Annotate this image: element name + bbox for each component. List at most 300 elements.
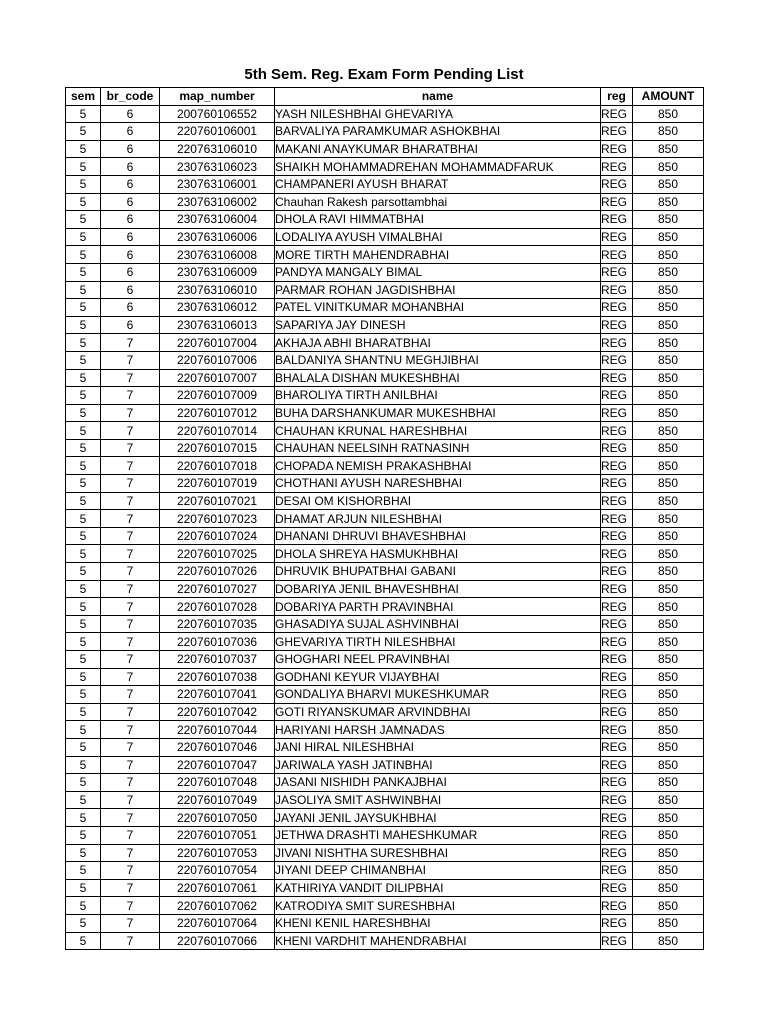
br-code-cell: 7 [101, 774, 160, 792]
map-number-cell: 220760107024 [160, 527, 275, 545]
table-row [66, 651, 704, 669]
br-code-cell: 7 [101, 703, 160, 721]
map-number-cell: 220760107064 [160, 914, 275, 932]
reg-cell: REG [601, 105, 633, 123]
sem-cell: 5 [66, 316, 101, 334]
map-number-cell: 230763106008 [160, 246, 275, 264]
name-cell: YASH NILESHBHAI GHEVARIYA [275, 105, 601, 123]
br-code-cell: 7 [101, 457, 160, 475]
br-code-cell: 6 [101, 263, 160, 281]
amount-cell: 850 [633, 246, 704, 264]
map-number-cell: 220760107014 [160, 422, 275, 440]
sem-cell: 5 [66, 404, 101, 422]
name-cell: MORE TIRTH MAHENDRABHAI [275, 246, 601, 264]
map-number-cell: 230763106006 [160, 228, 275, 246]
amount-cell: 850 [633, 598, 704, 616]
pending-list-table [65, 87, 704, 950]
reg-cell: REG [601, 246, 633, 264]
amount-cell: 850 [633, 686, 704, 704]
table-row [66, 756, 704, 774]
table-row [66, 510, 704, 528]
name-cell: LODALIYA AYUSH VIMALBHAI [275, 228, 601, 246]
reg-cell: REG [601, 193, 633, 211]
sem-cell: 5 [66, 545, 101, 563]
reg-cell: REG [601, 703, 633, 721]
name-cell: KATHIRIYA VANDIT DILIPBHAI [275, 879, 601, 897]
amount-cell: 850 [633, 545, 704, 563]
map-number-cell: 220760107037 [160, 651, 275, 669]
map-number-cell: 220760107036 [160, 633, 275, 651]
amount-cell: 850 [633, 492, 704, 510]
sem-cell: 5 [66, 228, 101, 246]
br-code-cell: 7 [101, 527, 160, 545]
sem-cell: 5 [66, 246, 101, 264]
sem-cell: 5 [66, 439, 101, 457]
table-row [66, 123, 704, 141]
amount-cell: 850 [633, 791, 704, 809]
reg-cell: REG [601, 492, 633, 510]
column-header-amount: AMOUNT [633, 88, 704, 106]
map-number-cell: 220760107006 [160, 351, 275, 369]
amount-cell: 850 [633, 439, 704, 457]
br-code-cell: 6 [101, 211, 160, 229]
sem-cell: 5 [66, 105, 101, 123]
map-number-cell: 220760107048 [160, 774, 275, 792]
amount-cell: 850 [633, 844, 704, 862]
br-code-cell: 7 [101, 334, 160, 352]
amount-cell: 850 [633, 703, 704, 721]
map-number-cell: 220760107028 [160, 598, 275, 616]
reg-cell: REG [601, 422, 633, 440]
amount-cell: 850 [633, 263, 704, 281]
table-row [66, 369, 704, 387]
map-number-cell: 220760107047 [160, 756, 275, 774]
table-row [66, 914, 704, 932]
map-number-cell: 230763106009 [160, 263, 275, 281]
name-cell: DHAMAT ARJUN NILESHBHAI [275, 510, 601, 528]
name-cell: KHENI VARDHIT MAHENDRABHAI [275, 932, 601, 950]
reg-cell: REG [601, 633, 633, 651]
br-code-cell: 7 [101, 369, 160, 387]
reg-cell: REG [601, 228, 633, 246]
reg-cell: REG [601, 545, 633, 563]
table-row [66, 422, 704, 440]
br-code-cell: 7 [101, 351, 160, 369]
name-cell: DOBARIYA JENIL BHAVESHBHAI [275, 580, 601, 598]
column-header-sem: sem [66, 88, 101, 106]
map-number-cell: 220760107012 [160, 404, 275, 422]
name-cell: BUHA DARSHANKUMAR MUKESHBHAI [275, 404, 601, 422]
reg-cell: REG [601, 756, 633, 774]
map-number-cell: 230763106004 [160, 211, 275, 229]
table-row [66, 246, 704, 264]
br-code-cell: 7 [101, 492, 160, 510]
table-row [66, 686, 704, 704]
reg-cell: REG [601, 879, 633, 897]
amount-cell: 850 [633, 756, 704, 774]
map-number-cell: 230763106002 [160, 193, 275, 211]
sem-cell: 5 [66, 703, 101, 721]
reg-cell: REG [601, 158, 633, 176]
table-row [66, 527, 704, 545]
br-code-cell: 7 [101, 668, 160, 686]
amount-cell: 850 [633, 879, 704, 897]
sem-cell: 5 [66, 457, 101, 475]
map-number-cell: 220760107042 [160, 703, 275, 721]
name-cell: JASOLIYA SMIT ASHWINBHAI [275, 791, 601, 809]
name-cell: HARIYANI HARSH JAMNADAS [275, 721, 601, 739]
name-cell: PANDYA MANGALY BIMAL [275, 263, 601, 281]
amount-cell: 850 [633, 809, 704, 827]
table-row [66, 404, 704, 422]
table-row [66, 844, 704, 862]
table-row [66, 175, 704, 193]
sem-cell: 5 [66, 879, 101, 897]
reg-cell: REG [601, 140, 633, 158]
name-cell: JETHWA DRASHTI MAHESHKUMAR [275, 826, 601, 844]
name-cell: Chauhan Rakesh parsottambhai [275, 193, 601, 211]
name-cell: BALDANIYA SHANTNU MEGHJIBHAI [275, 351, 601, 369]
table-row [66, 193, 704, 211]
amount-cell: 850 [633, 457, 704, 475]
name-cell: JAYANI JENIL JAYSUKHBHAI [275, 809, 601, 827]
name-cell: DHANANI DHRUVI BHAVESHBHAI [275, 527, 601, 545]
map-number-cell: 220760107023 [160, 510, 275, 528]
sem-cell: 5 [66, 492, 101, 510]
map-number-cell: 220760107053 [160, 844, 275, 862]
table-row [66, 211, 704, 229]
amount-cell: 850 [633, 387, 704, 405]
br-code-cell: 6 [101, 175, 160, 193]
reg-cell: REG [601, 791, 633, 809]
table-row [66, 615, 704, 633]
amount-cell: 850 [633, 738, 704, 756]
amount-cell: 850 [633, 211, 704, 229]
br-code-cell: 7 [101, 615, 160, 633]
amount-cell: 850 [633, 123, 704, 141]
reg-cell: REG [601, 862, 633, 880]
amount-cell: 850 [633, 510, 704, 528]
map-number-cell: 220760107007 [160, 369, 275, 387]
sem-cell: 5 [66, 633, 101, 651]
reg-cell: REG [601, 686, 633, 704]
map-number-cell: 220760107026 [160, 563, 275, 581]
sem-cell: 5 [66, 510, 101, 528]
map-number-cell: 220760107054 [160, 862, 275, 880]
table-row [66, 281, 704, 299]
reg-cell: REG [601, 563, 633, 581]
amount-cell: 850 [633, 914, 704, 932]
br-code-cell: 7 [101, 633, 160, 651]
map-number-cell: 220760107051 [160, 826, 275, 844]
table-row [66, 879, 704, 897]
br-code-cell: 6 [101, 140, 160, 158]
map-number-cell: 220760107046 [160, 738, 275, 756]
table-row [66, 738, 704, 756]
reg-cell: REG [601, 457, 633, 475]
reg-cell: REG [601, 369, 633, 387]
map-number-cell: 220760107066 [160, 932, 275, 950]
sem-cell: 5 [66, 615, 101, 633]
map-number-cell: 220760107021 [160, 492, 275, 510]
map-number-cell: 220760107041 [160, 686, 275, 704]
br-code-cell: 7 [101, 439, 160, 457]
amount-cell: 850 [633, 175, 704, 193]
map-number-cell: 230763106010 [160, 281, 275, 299]
sem-cell: 5 [66, 158, 101, 176]
map-number-cell: 220760107004 [160, 334, 275, 352]
br-code-cell: 7 [101, 563, 160, 581]
reg-cell: REG [601, 809, 633, 827]
map-number-cell: 220760107038 [160, 668, 275, 686]
amount-cell: 850 [633, 721, 704, 739]
table-row [66, 105, 704, 123]
amount-cell: 850 [633, 563, 704, 581]
reg-cell: REG [601, 316, 633, 334]
table-row [66, 140, 704, 158]
sem-cell: 5 [66, 281, 101, 299]
name-cell: JIYANI DEEP CHIMANBHAI [275, 862, 601, 880]
table-row [66, 228, 704, 246]
name-cell: GHOGHARI NEEL PRAVINBHAI [275, 651, 601, 669]
name-cell: JANI HIRAL NILESHBHAI [275, 738, 601, 756]
reg-cell: REG [601, 897, 633, 915]
br-code-cell: 7 [101, 826, 160, 844]
name-cell: BARVALIYA PARAMKUMAR ASHOKBHAI [275, 123, 601, 141]
name-cell: CHOTHANI AYUSH NARESHBHAI [275, 475, 601, 493]
br-code-cell: 7 [101, 914, 160, 932]
table-row [66, 897, 704, 915]
br-code-cell: 6 [101, 316, 160, 334]
table-row [66, 439, 704, 457]
map-number-cell: 220760107050 [160, 809, 275, 827]
name-cell: GODHANI KEYUR VIJAYBHAI [275, 668, 601, 686]
amount-cell: 850 [633, 774, 704, 792]
reg-cell: REG [601, 774, 633, 792]
map-number-cell: 220760107025 [160, 545, 275, 563]
sem-cell: 5 [66, 809, 101, 827]
br-code-cell: 7 [101, 897, 160, 915]
sem-cell: 5 [66, 598, 101, 616]
name-cell: GOTI RIYANSKUMAR ARVINDBHAI [275, 703, 601, 721]
br-code-cell: 7 [101, 510, 160, 528]
table-row [66, 668, 704, 686]
name-cell: GHEVARIYA TIRTH NILESHBHAI [275, 633, 601, 651]
sem-cell: 5 [66, 263, 101, 281]
map-number-cell: 230763106001 [160, 175, 275, 193]
br-code-cell: 7 [101, 422, 160, 440]
br-code-cell: 7 [101, 475, 160, 493]
amount-cell: 850 [633, 369, 704, 387]
column-header-reg: reg [601, 88, 633, 106]
reg-cell: REG [601, 721, 633, 739]
sem-cell: 5 [66, 862, 101, 880]
table-row [66, 703, 704, 721]
table-row [66, 809, 704, 827]
table-row [66, 563, 704, 581]
reg-cell: REG [601, 651, 633, 669]
reg-cell: REG [601, 615, 633, 633]
sem-cell: 5 [66, 686, 101, 704]
amount-cell: 850 [633, 897, 704, 915]
br-code-cell: 7 [101, 686, 160, 704]
table-row [66, 334, 704, 352]
name-cell: SHAIKH MOHAMMADREHAN MOHAMMADFARUK [275, 158, 601, 176]
column-header-map-number: map_number [160, 88, 275, 106]
br-code-cell: 7 [101, 756, 160, 774]
map-number-cell: 220760106001 [160, 123, 275, 141]
map-number-cell: 220760107062 [160, 897, 275, 915]
name-cell: CHAUHAN NEELSINH RATNASINH [275, 439, 601, 457]
br-code-cell: 6 [101, 105, 160, 123]
sem-cell: 5 [66, 422, 101, 440]
table-row [66, 457, 704, 475]
reg-cell: REG [601, 351, 633, 369]
amount-cell: 850 [633, 475, 704, 493]
name-cell: JASANI NISHIDH PANKAJBHAI [275, 774, 601, 792]
name-cell: PATEL VINITKUMAR MOHANBHAI [275, 299, 601, 317]
reg-cell: REG [601, 668, 633, 686]
name-cell: MAKANI ANAYKUMAR BHARATBHAI [275, 140, 601, 158]
map-number-cell: 230763106023 [160, 158, 275, 176]
reg-cell: REG [601, 475, 633, 493]
reg-cell: REG [601, 510, 633, 528]
amount-cell: 850 [633, 615, 704, 633]
map-number-cell: 220760107044 [160, 721, 275, 739]
table-row [66, 580, 704, 598]
br-code-cell: 6 [101, 193, 160, 211]
sem-cell: 5 [66, 932, 101, 950]
table-row [66, 387, 704, 405]
amount-cell: 850 [633, 316, 704, 334]
reg-cell: REG [601, 123, 633, 141]
amount-cell: 850 [633, 651, 704, 669]
name-cell: GONDALIYA BHARVI MUKESHKUMAR [275, 686, 601, 704]
name-cell: DESAI OM KISHORBHAI [275, 492, 601, 510]
name-cell: BHAROLIYA TIRTH ANILBHAI [275, 387, 601, 405]
amount-cell: 850 [633, 668, 704, 686]
table-row [66, 492, 704, 510]
amount-cell: 850 [633, 158, 704, 176]
sem-cell: 5 [66, 651, 101, 669]
map-number-cell: 230763106012 [160, 299, 275, 317]
reg-cell: REG [601, 932, 633, 950]
reg-cell: REG [601, 598, 633, 616]
br-code-cell: 6 [101, 228, 160, 246]
map-number-cell: 230763106013 [160, 316, 275, 334]
sem-cell: 5 [66, 299, 101, 317]
table-row [66, 545, 704, 563]
br-code-cell: 7 [101, 404, 160, 422]
table-row [66, 862, 704, 880]
map-number-cell: 220760107027 [160, 580, 275, 598]
reg-cell: REG [601, 281, 633, 299]
sem-cell: 5 [66, 774, 101, 792]
amount-cell: 850 [633, 281, 704, 299]
br-code-cell: 7 [101, 932, 160, 950]
sem-cell: 5 [66, 738, 101, 756]
table-row [66, 316, 704, 334]
amount-cell: 850 [633, 351, 704, 369]
table-row [66, 158, 704, 176]
br-code-cell: 7 [101, 844, 160, 862]
table-row [66, 475, 704, 493]
amount-cell: 850 [633, 140, 704, 158]
name-cell: CHOPADA NEMISH PRAKASHBHAI [275, 457, 601, 475]
reg-cell: REG [601, 211, 633, 229]
br-code-cell: 6 [101, 281, 160, 299]
br-code-cell: 6 [101, 123, 160, 141]
br-code-cell: 7 [101, 721, 160, 739]
page-title: 5th Sem. Reg. Exam Form Pending List [244, 66, 524, 83]
amount-cell: 850 [633, 105, 704, 123]
br-code-cell: 7 [101, 545, 160, 563]
map-number-cell: 220760107049 [160, 791, 275, 809]
sem-cell: 5 [66, 844, 101, 862]
reg-cell: REG [601, 404, 633, 422]
sem-cell: 5 [66, 193, 101, 211]
name-cell: KATRODIYA SMIT SURESHBHAI [275, 897, 601, 915]
name-cell: GHASADIYA SUJAL ASHVINBHAI [275, 615, 601, 633]
amount-cell: 850 [633, 334, 704, 352]
name-cell: KHENI KENIL HARESHBHAI [275, 914, 601, 932]
sem-cell: 5 [66, 475, 101, 493]
sem-cell: 5 [66, 369, 101, 387]
br-code-cell: 6 [101, 299, 160, 317]
sem-cell: 5 [66, 351, 101, 369]
sem-cell: 5 [66, 580, 101, 598]
name-cell: CHAMPANERI AYUSH BHARAT [275, 175, 601, 193]
reg-cell: REG [601, 844, 633, 862]
sem-cell: 5 [66, 721, 101, 739]
sem-cell: 5 [66, 897, 101, 915]
table-row [66, 721, 704, 739]
br-code-cell: 7 [101, 879, 160, 897]
amount-cell: 850 [633, 580, 704, 598]
name-cell: DHOLA RAVI HIMMATBHAI [275, 211, 601, 229]
amount-cell: 850 [633, 826, 704, 844]
table-row [66, 598, 704, 616]
table-row [66, 791, 704, 809]
sem-cell: 5 [66, 791, 101, 809]
reg-cell: REG [601, 527, 633, 545]
table-row [66, 932, 704, 950]
amount-cell: 850 [633, 862, 704, 880]
br-code-cell: 7 [101, 791, 160, 809]
name-cell: PARMAR ROHAN JAGDISHBHAI [275, 281, 601, 299]
sem-cell: 5 [66, 914, 101, 932]
amount-cell: 850 [633, 633, 704, 651]
reg-cell: REG [601, 826, 633, 844]
br-code-cell: 6 [101, 246, 160, 264]
map-number-cell: 220760107009 [160, 387, 275, 405]
sem-cell: 5 [66, 123, 101, 141]
br-code-cell: 7 [101, 738, 160, 756]
reg-cell: REG [601, 439, 633, 457]
sem-cell: 5 [66, 211, 101, 229]
reg-cell: REG [601, 175, 633, 193]
br-code-cell: 7 [101, 580, 160, 598]
map-number-cell: 220763106010 [160, 140, 275, 158]
map-number-cell: 220760107019 [160, 475, 275, 493]
amount-cell: 850 [633, 193, 704, 211]
br-code-cell: 7 [101, 809, 160, 827]
name-cell: BHALALA DISHAN MUKESHBHAI [275, 369, 601, 387]
sem-cell: 5 [66, 387, 101, 405]
table-row [66, 299, 704, 317]
sem-cell: 5 [66, 334, 101, 352]
reg-cell: REG [601, 580, 633, 598]
